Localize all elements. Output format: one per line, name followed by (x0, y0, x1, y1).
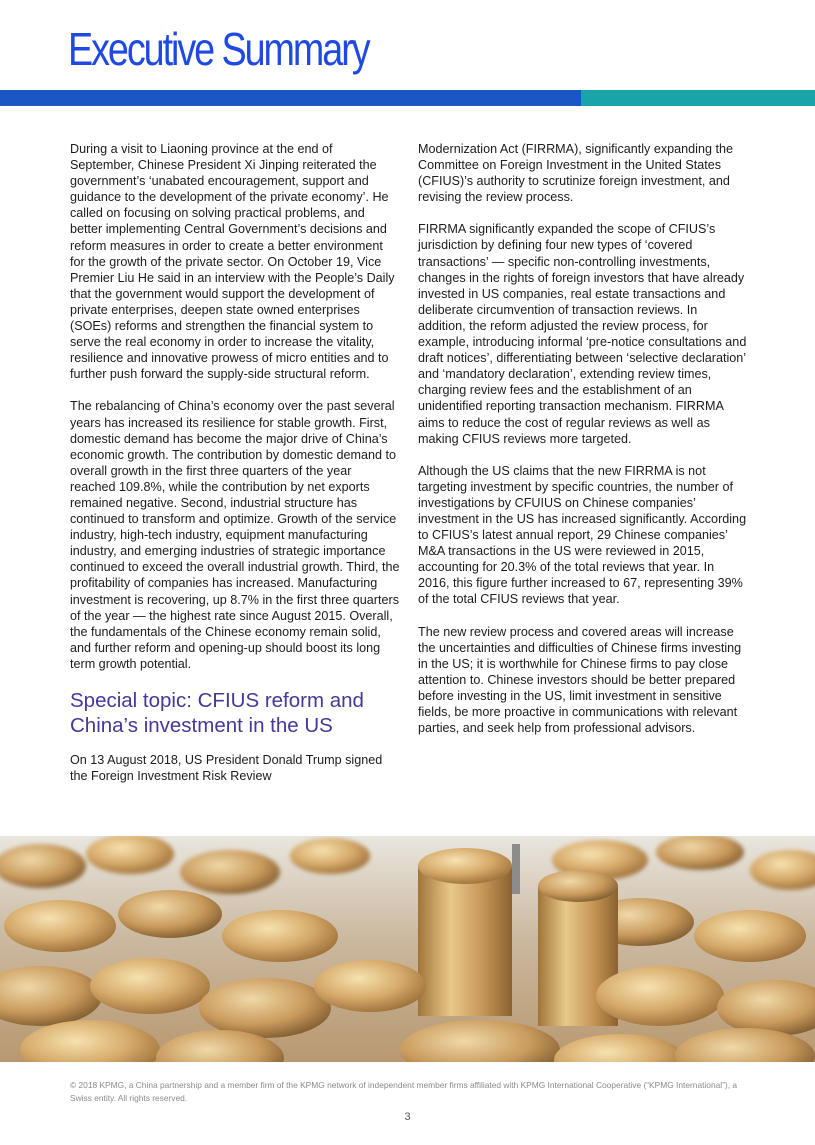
paragraph-special-topic-intro: On 13 August 2018, US President Donald Trump signed the Foreign Investment Risk Review (70, 753, 383, 784)
coins-photo (0, 836, 815, 1062)
copyright-notice: © 2018 KPMG, a China partnership and a member firm of the KPMG network of independent member firms affiliated with KPMG International Cooperative (“KPMG International”), a Swiss entity. All rights reserved. (70, 1080, 738, 1103)
paragraph-cfius-investigations: Although the US claims that the new FIRRMA is not targeting investment by specific countries, the number of investigations by CFUIUS on Chinese companies’ investment in the US has increased significantly. According to CFIUS’s latest annual report, 29 Chinese companies’ M&A transactions in the US were reviewed in 2015, accounting for 20.3% of the total reviews that year. In 2016, this figure further increased to 67, representing 39% of the total CFIUS reviews that year. (418, 463, 747, 607)
right-column (418, 141, 748, 752)
paragraph-firrma-intro: Modernization Act (FIRRMA), significantly expanding the Committee on Foreign Investment in the United States (CFIUS)’s authority to scrutinize foreign investment, and revising the review process. (418, 142, 733, 205)
header-bar-blue (0, 90, 581, 106)
left-column (70, 141, 400, 800)
page-number: 3 (404, 1111, 411, 1123)
paragraph-recommendations: The new review process and covered areas will increase the uncertainties and difficulties of Chinese firms investing in the US; it is worthwhile for Chinese firms to pay close attention to. Chinese investors should be better prepared before investing in the US, limit investment in sensitive fields, be more proactive in communications with relevant parties, and seek help from professional advisors. (418, 624, 742, 736)
paragraph-private-economy: During a visit to Liaoning province at the end of September, Chinese President Xi Jinping reiterated the government’s ‘unabated encouragement, support and guidance to the development of the private economy’. He called on focusing on solving practical problems, and better implementing Central Government’s decisions and reform measures in order to create a better environment for the growth of the private sector. On October 19, Vice Premier Liu He said in an interview with the People’s Daily that the government would support the development of private enterprises, deepen state owned enterprises (SOEs) reforms and strengthen the financial system to serve the real economy in order to increase the vitality, resilience and innovative prowess of micro entities and to further push forward the supply-side structural reform. (70, 142, 395, 382)
paragraph-rebalancing: The rebalancing of China’s economy over the past several years has increased its resilience for stable growth. First, domestic demand has become the major drive of China’s economic growth. The contribution by domestic demand to overall growth in the first three quarters of the year reached 109.8%, while the contribution by net exports remained negative. Second, industrial structure has continued to transform and optimize. Growth of the service industry, high-tech industry, equipment manufacturing industry, and emerging industries of strategic importance continued to exceed the overall industrial growth. Third, the profitability of companies has increased. Manufacturing investment is recovering, up 8.7% in the first three quarters of the year — the highest rate since August 2015. Overall, the fundamentals of the Chinese economy remain solid, and further reform and opening-up should boost its long term growth potential. (70, 399, 400, 671)
header-bar-teal (581, 90, 815, 106)
page-title: Executive Summary (68, 23, 369, 75)
special-topic-heading: Special topic: CFIUS reform and China’s investment in the US (70, 689, 364, 737)
paragraph-firrma-scope: FIRRMA significantly expanded the scope of CFIUS’s jurisdiction by defining four new types of ‘covered transactions’ — specific non-controlling investments, changes in the rights of foreign investors that have already invested in US companies, real estate transactions and deliberate circumvention of transaction reviews. In addition, the reform adjusted the review process, for example, introducing informal ‘pre-notice consultations and draft notices’, differentiating between ‘selective declaration’ and ‘mandatory declaration’, extending review times, charging review fees and the establishment of an unidentified reporting transaction mechanism. FIRRMA aims to reduce the cost of regular reviews as well as making CFIUS reviews more targeted. (418, 222, 747, 446)
